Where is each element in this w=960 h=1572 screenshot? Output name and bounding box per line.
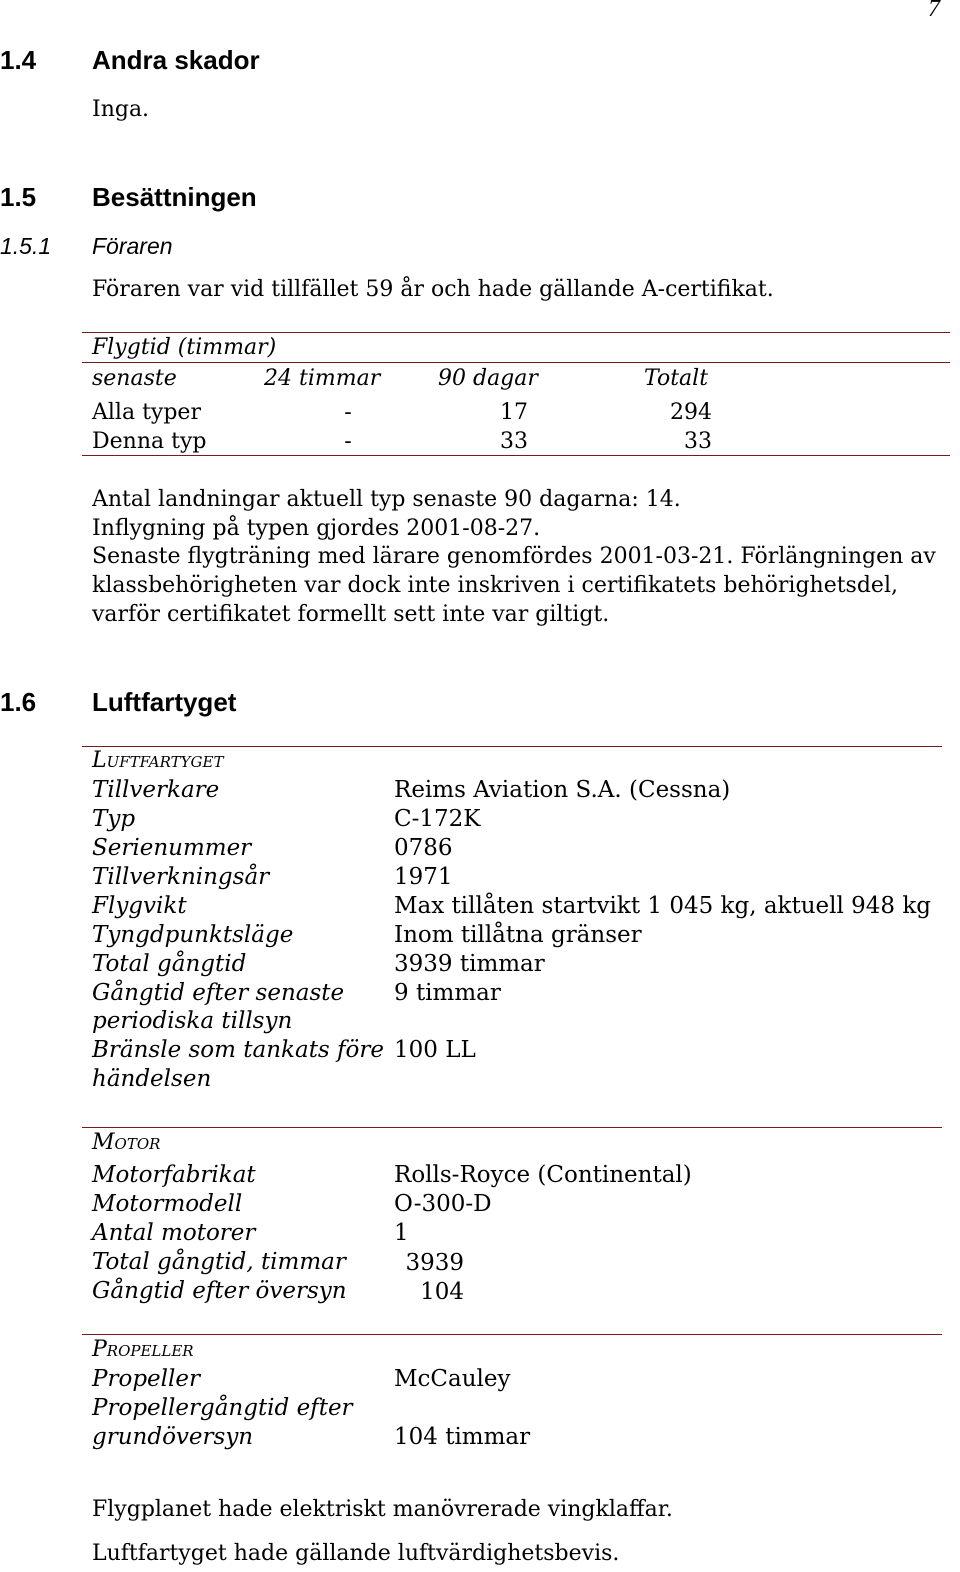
engine-row-value: 104 <box>420 1279 464 1305</box>
aircraft-row-value: 1971 <box>394 864 453 890</box>
aircraft-row-label: Gångtid efter senaste <box>92 980 345 1006</box>
propeller-table-caption: Propeller <box>92 1337 194 1362</box>
section-number: 1.4 <box>0 45 37 75</box>
aircraft-row-value: C-172K <box>394 806 481 832</box>
aircraft-row-value: Max tillåten startvikt 1 045 kg, aktuell 948 kg <box>394 893 932 919</box>
flight-table-header: Totalt <box>644 366 709 391</box>
aircraft-row-value: Inom tillåtna gränser <box>394 922 642 948</box>
aircraft-row-value: 0786 <box>394 835 453 861</box>
flight-table-caption: Flygtid (timmar) <box>92 335 277 360</box>
aircraft-row-label: händelsen <box>92 1066 212 1092</box>
aircraft-table-caption: Luftfartyget <box>92 748 224 773</box>
aircraft-row-label: Tyngdpunktsläge <box>92 922 294 948</box>
aircraft-row-label: Bränsle som tankats före <box>92 1037 385 1063</box>
flight-table-cell: 33 <box>684 429 712 454</box>
aircraft-row-value: 100 LL <box>394 1037 476 1063</box>
closing-text: Flygplanet hade elektriskt manövrerade vingklaffar. <box>92 1497 673 1522</box>
propeller-row-label: grundöversyn <box>92 1424 254 1450</box>
page-number: 7 <box>928 0 940 22</box>
flight-table-cell: 294 <box>670 400 712 425</box>
pilot-note: Inflygning på typen gjordes 2001-08-27. <box>92 516 541 541</box>
section-title: Besättningen <box>92 182 257 212</box>
propeller-row-label: Propeller <box>92 1366 200 1392</box>
propeller-row-value: McCauley <box>394 1366 511 1392</box>
flight-table-header: 24 timmar <box>264 366 381 391</box>
aircraft-row-value: 9 timmar <box>394 980 501 1006</box>
subsection-number: 1.5.1 <box>0 233 52 259</box>
engine-row-value: 1 <box>394 1220 409 1246</box>
engine-row-value: Rolls-Royce (Continental) <box>394 1162 692 1188</box>
aircraft-row-label: periodiska tillsyn <box>92 1008 293 1034</box>
pilot-text: Föraren var vid tillfället 59 år och hade gällande A-certifikat. <box>92 277 774 302</box>
engine-table-caption: Motor <box>92 1130 161 1155</box>
aircraft-row-value: 3939 timmar <box>394 951 545 977</box>
flight-table-row-label: Alla typer <box>92 400 201 425</box>
aircraft-row-label: Tillverkningsår <box>92 864 270 890</box>
engine-row-label: Motormodell <box>92 1191 243 1217</box>
flight-table-cell: 17 <box>500 400 528 425</box>
aircraft-row-label: Serienummer <box>92 835 252 861</box>
table-rule-top <box>82 1334 942 1335</box>
flight-table-row-label: Denna typ <box>92 429 207 454</box>
engine-row-label: Total gångtid, timmar <box>92 1249 346 1275</box>
aircraft-row-label: Tillverkare <box>92 777 220 803</box>
section-title: Luftfartyget <box>92 687 237 717</box>
pilot-note: varför certifikatet formellt sett inte var giltigt. <box>92 602 610 627</box>
aircraft-row-label: Flygvikt <box>92 893 187 919</box>
section-number: 1.6 <box>0 687 37 717</box>
pilot-note: klassbehörigheten var dock inte inskriven i certifikatets behörighetsdel, <box>92 573 898 598</box>
flight-table-cell: - <box>344 400 352 425</box>
section-number: 1.5 <box>0 182 37 212</box>
aircraft-row-label: Typ <box>92 806 136 832</box>
pilot-note: Antal landningar aktuell typ senaste 90 dagarna: 14. <box>92 487 681 512</box>
table-rule-header <box>82 362 950 363</box>
engine-row-value: O-300-D <box>394 1191 492 1217</box>
flight-table-header: senaste <box>92 366 177 391</box>
engine-row-label: Gångtid efter översyn <box>92 1278 347 1304</box>
subsection-title: Föraren <box>92 233 173 259</box>
flight-table-cell: 33 <box>500 429 528 454</box>
closing-text: Luftfartyget hade gällande luftvärdighetsbevis. <box>92 1541 620 1566</box>
table-rule-top <box>82 746 942 747</box>
aircraft-row-label: Total gångtid <box>92 951 247 977</box>
table-rule-bottom <box>82 455 950 456</box>
engine-row-label: Motorfabrikat <box>92 1162 256 1188</box>
section-title: Andra skador <box>92 45 260 75</box>
propeller-row-value: 104 timmar <box>394 1424 531 1450</box>
engine-row-value: 3939 <box>405 1250 464 1276</box>
table-rule-top <box>82 1127 942 1128</box>
aircraft-row-value: Reims Aviation S.A. (Cessna) <box>394 777 731 803</box>
engine-row-label: Antal motorer <box>92 1220 256 1246</box>
propeller-row-label: Propellergångtid efter <box>92 1395 353 1421</box>
flight-table-header: 90 dagar <box>438 366 538 391</box>
section-text: Inga. <box>92 97 150 122</box>
flight-table-cell: - <box>344 429 352 454</box>
pilot-note: Senaste flygträning med lärare genomfördes 2001-03-21. Förlängningen av <box>92 544 936 569</box>
